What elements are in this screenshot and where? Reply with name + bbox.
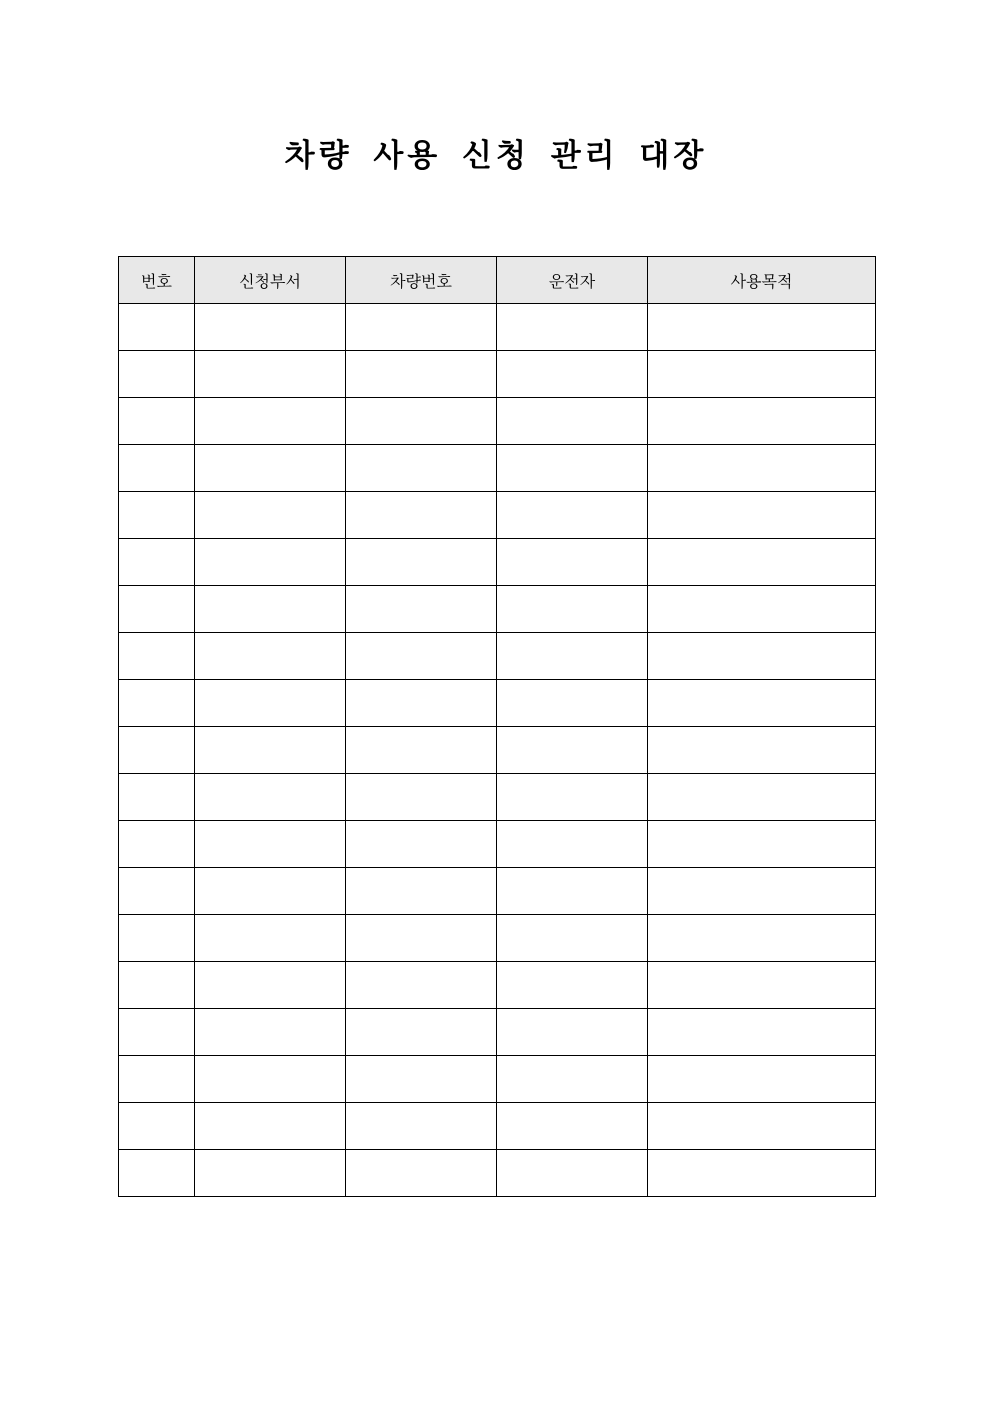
- cell-vehicle-number[interactable]: [346, 821, 497, 868]
- cell-department[interactable]: [195, 962, 346, 1009]
- cell-number[interactable]: [119, 1009, 195, 1056]
- cell-driver[interactable]: [497, 586, 648, 633]
- cell-department[interactable]: [195, 1103, 346, 1150]
- header-vehicle-number: 차량번호: [346, 257, 497, 304]
- cell-driver[interactable]: [497, 962, 648, 1009]
- cell-department[interactable]: [195, 821, 346, 868]
- cell-vehicle-number[interactable]: [346, 586, 497, 633]
- cell-purpose[interactable]: [648, 304, 876, 351]
- cell-driver[interactable]: [497, 680, 648, 727]
- cell-driver[interactable]: [497, 1103, 648, 1150]
- table-row: [119, 1009, 876, 1056]
- cell-number[interactable]: [119, 351, 195, 398]
- cell-purpose[interactable]: [648, 398, 876, 445]
- cell-department[interactable]: [195, 539, 346, 586]
- cell-number[interactable]: [119, 304, 195, 351]
- cell-department[interactable]: [195, 1056, 346, 1103]
- cell-purpose[interactable]: [648, 539, 876, 586]
- cell-purpose[interactable]: [648, 774, 876, 821]
- cell-purpose[interactable]: [648, 351, 876, 398]
- cell-vehicle-number[interactable]: [346, 868, 497, 915]
- header-department: 신청부서: [195, 257, 346, 304]
- table-body: [119, 304, 876, 1197]
- cell-purpose[interactable]: [648, 727, 876, 774]
- cell-driver[interactable]: [497, 304, 648, 351]
- cell-driver[interactable]: [497, 915, 648, 962]
- cell-driver[interactable]: [497, 727, 648, 774]
- cell-purpose[interactable]: [648, 445, 876, 492]
- cell-driver[interactable]: [497, 539, 648, 586]
- table-row: [119, 304, 876, 351]
- cell-number[interactable]: [119, 821, 195, 868]
- document-title: 차량 사용 신청 관리 대장: [284, 138, 708, 174]
- cell-vehicle-number[interactable]: [346, 915, 497, 962]
- cell-vehicle-number[interactable]: [346, 1009, 497, 1056]
- cell-number[interactable]: [119, 962, 195, 1009]
- table-header-row: [119, 257, 876, 304]
- cell-department[interactable]: [195, 633, 346, 680]
- cell-vehicle-number[interactable]: [346, 351, 497, 398]
- cell-department[interactable]: [195, 868, 346, 915]
- table-row: [119, 821, 876, 868]
- cell-department[interactable]: [195, 774, 346, 821]
- table-row: [119, 915, 876, 962]
- cell-number[interactable]: [119, 586, 195, 633]
- header-purpose: 사용목적: [648, 257, 876, 304]
- cell-number[interactable]: [119, 492, 195, 539]
- cell-purpose[interactable]: [648, 915, 876, 962]
- cell-number[interactable]: [119, 727, 195, 774]
- cell-vehicle-number[interactable]: [346, 633, 497, 680]
- cell-department[interactable]: [195, 492, 346, 539]
- cell-vehicle-number[interactable]: [346, 774, 497, 821]
- cell-department[interactable]: [195, 586, 346, 633]
- cell-vehicle-number[interactable]: [346, 445, 497, 492]
- table-row: [119, 539, 876, 586]
- cell-purpose[interactable]: [648, 1103, 876, 1150]
- cell-vehicle-number[interactable]: [346, 1150, 497, 1197]
- cell-driver[interactable]: [497, 633, 648, 680]
- cell-department[interactable]: [195, 398, 346, 445]
- header-driver: 운전자: [497, 257, 648, 304]
- table-row: [119, 1103, 876, 1150]
- cell-department[interactable]: [195, 680, 346, 727]
- cell-number[interactable]: [119, 915, 195, 962]
- table-row: [119, 868, 876, 915]
- cell-driver[interactable]: [497, 351, 648, 398]
- cell-driver[interactable]: [497, 821, 648, 868]
- cell-number[interactable]: [119, 1103, 195, 1150]
- cell-driver[interactable]: [497, 1056, 648, 1103]
- cell-purpose[interactable]: [648, 680, 876, 727]
- cell-purpose[interactable]: [648, 1009, 876, 1056]
- cell-department[interactable]: [195, 915, 346, 962]
- cell-purpose[interactable]: [648, 586, 876, 633]
- cell-vehicle-number[interactable]: [346, 398, 497, 445]
- cell-vehicle-number[interactable]: [346, 962, 497, 1009]
- cell-number[interactable]: [119, 445, 195, 492]
- cell-vehicle-number[interactable]: [346, 680, 497, 727]
- cell-driver[interactable]: [497, 868, 648, 915]
- cell-department[interactable]: [195, 445, 346, 492]
- cell-purpose[interactable]: [648, 821, 876, 868]
- cell-purpose[interactable]: [648, 1150, 876, 1197]
- table-row: [119, 445, 876, 492]
- cell-department[interactable]: [195, 1009, 346, 1056]
- table-row: [119, 680, 876, 727]
- cell-department[interactable]: [195, 1150, 346, 1197]
- cell-number[interactable]: [119, 868, 195, 915]
- cell-purpose[interactable]: [648, 633, 876, 680]
- cell-vehicle-number[interactable]: [346, 1056, 497, 1103]
- vehicle-request-register-table: [118, 256, 876, 1197]
- cell-department[interactable]: [195, 351, 346, 398]
- cell-department[interactable]: [195, 727, 346, 774]
- cell-driver[interactable]: [497, 774, 648, 821]
- cell-number[interactable]: [119, 680, 195, 727]
- table-row: [119, 633, 876, 680]
- cell-vehicle-number[interactable]: [346, 1103, 497, 1150]
- cell-driver[interactable]: [497, 492, 648, 539]
- cell-vehicle-number[interactable]: [346, 539, 497, 586]
- cell-number[interactable]: [119, 1150, 195, 1197]
- table-row: [119, 962, 876, 1009]
- cell-number[interactable]: [119, 539, 195, 586]
- table-row: [119, 586, 876, 633]
- table-row: [119, 492, 876, 539]
- cell-driver[interactable]: [497, 1150, 648, 1197]
- table-row: [119, 1056, 876, 1103]
- cell-purpose[interactable]: [648, 1056, 876, 1103]
- cell-driver[interactable]: [497, 445, 648, 492]
- cell-number[interactable]: [119, 398, 195, 445]
- cell-driver[interactable]: [497, 398, 648, 445]
- cell-vehicle-number[interactable]: [346, 727, 497, 774]
- cell-vehicle-number[interactable]: [346, 492, 497, 539]
- cell-number[interactable]: [119, 633, 195, 680]
- cell-number[interactable]: [119, 774, 195, 821]
- cell-purpose[interactable]: [648, 492, 876, 539]
- cell-purpose[interactable]: [648, 962, 876, 1009]
- cell-purpose[interactable]: [648, 868, 876, 915]
- table-row: [119, 351, 876, 398]
- table-row: [119, 774, 876, 821]
- cell-number[interactable]: [119, 1056, 195, 1103]
- cell-vehicle-number[interactable]: [346, 304, 497, 351]
- cell-driver[interactable]: [497, 1009, 648, 1056]
- table-row: [119, 398, 876, 445]
- cell-department[interactable]: [195, 304, 346, 351]
- header-number: 번호: [119, 257, 195, 304]
- table-row: [119, 727, 876, 774]
- table-row: [119, 1150, 876, 1197]
